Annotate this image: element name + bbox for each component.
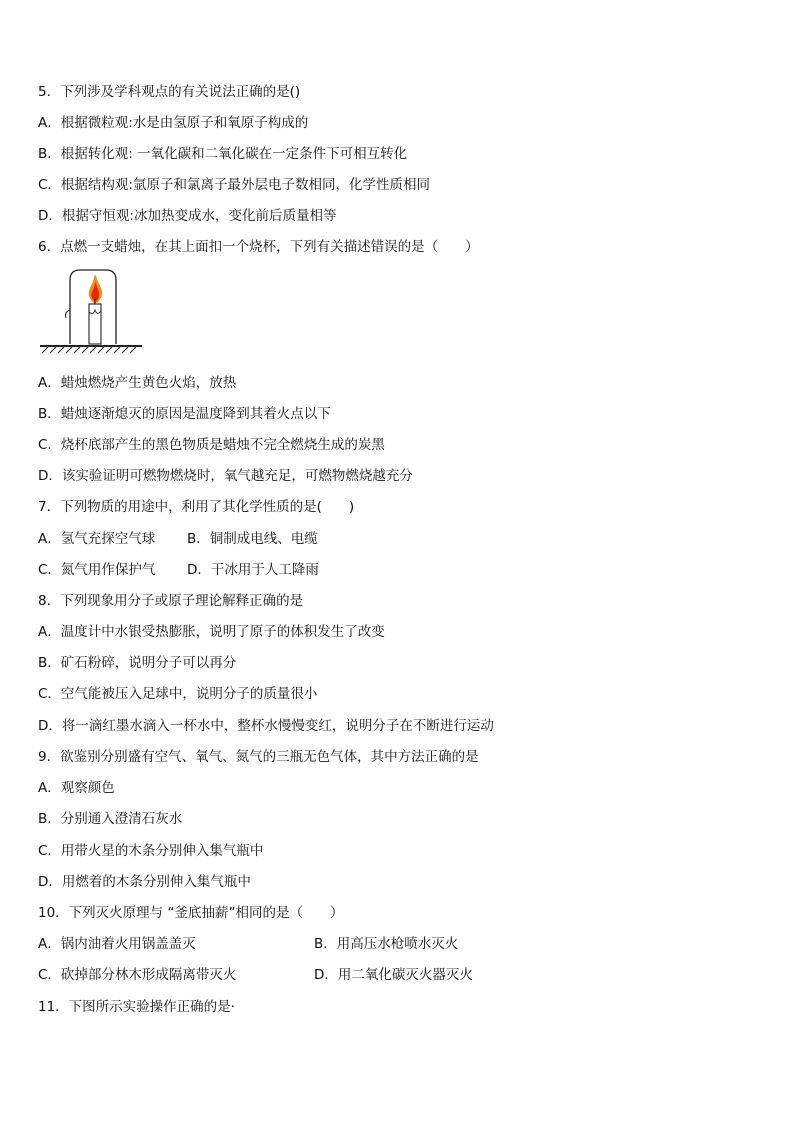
q6-option-a: A．蜡烛燃烧产生黄色火焰，放热 <box>38 375 237 391</box>
q8-option-c: C．空气能被压入足球中，说明分子的质量很小 <box>38 686 318 702</box>
q7-option-c: C．氮气用作保护气 <box>38 562 156 578</box>
candle-under-beaker-icon <box>38 266 148 358</box>
q6-stem: 6．点燃一支蜡烛，在其上面扣一个烧杯，下列有关描述错误的是（ ） <box>38 239 479 255</box>
q8-option-a: A．温度计中水银受热膨胀，说明了原子的体积发生了改变 <box>38 624 385 640</box>
q6-option-b: B．蜡烛逐渐熄灭的原因是温度降到其着火点以下 <box>38 406 331 422</box>
q9-option-a: A．观察颜色 <box>38 780 115 796</box>
q6-option-d: D．该实验证明可燃物燃烧时，氧气越充足，可燃物燃烧越充分 <box>38 468 413 484</box>
q7-option-d: D．干冰用于人工降雨 <box>187 562 319 578</box>
q5-option-d: D．根据守恒观:冰加热变成水，变化前后质量相等 <box>38 208 337 224</box>
q5-option-a: A．根据微粒观:水是由氢原子和氧原子构成的 <box>38 115 309 131</box>
q10-option-d: D．用二氧化碳灭火器灭火 <box>314 967 473 983</box>
q10-stem: 10．下列灭火原理与 “釜底抽薪”相同的是（ ） <box>38 905 344 921</box>
q10-option-b: B．用高压水枪喷水灭火 <box>314 936 459 952</box>
q5-option-b: B．根据转化观: 一氧化碳和二氧化碳在一定条件下可相互转化 <box>38 146 408 162</box>
q10-option-a: A．锅内油着火用锅盖盖灭 <box>38 936 196 952</box>
q9-option-b: B．分别通入澄清石灰水 <box>38 811 183 827</box>
q5-option-c: C．根据结构观:氩原子和氯离子最外层电子数相同，化学性质相同 <box>38 177 430 193</box>
q7-stem: 7．下列物质的用途中，利用了其化学性质的是( ) <box>38 499 355 515</box>
q9-option-c: C．用带火星的木条分别伸入集气瓶中 <box>38 843 264 859</box>
q10-option-c: C．砍掉部分林木形成隔离带灭火 <box>38 967 237 983</box>
q8-option-d: D．将一滴红墨水滴入一杯水中，整杯水慢慢变红，说明分子在不断进行运动 <box>38 718 494 734</box>
q11-stem: 11．下图所示实验操作正确的是· <box>38 999 235 1015</box>
q9-option-d: D．用燃着的木条分别伸入集气瓶中 <box>38 874 251 890</box>
q7-option-b: B．铜制成电线、电缆 <box>187 531 318 547</box>
q9-stem: 9．欲鉴别分别盛有空气、氧气、氮气的三瓶无色气体，其中方法正确的是 <box>38 749 479 765</box>
q8-option-b: B．矿石粉碎，说明分子可以再分 <box>38 655 237 671</box>
q5-stem: 5．下列涉及学科观点的有关说法正确的是() <box>38 84 301 100</box>
q8-stem: 8．下列现象用分子或原子理论解释正确的是 <box>38 593 304 609</box>
q7-option-a: A．氢气充探空气球 <box>38 531 156 547</box>
q6-option-c: C．烧杯底部产生的黑色物质是蜡烛不完全燃烧生成的炭黑 <box>38 437 385 453</box>
